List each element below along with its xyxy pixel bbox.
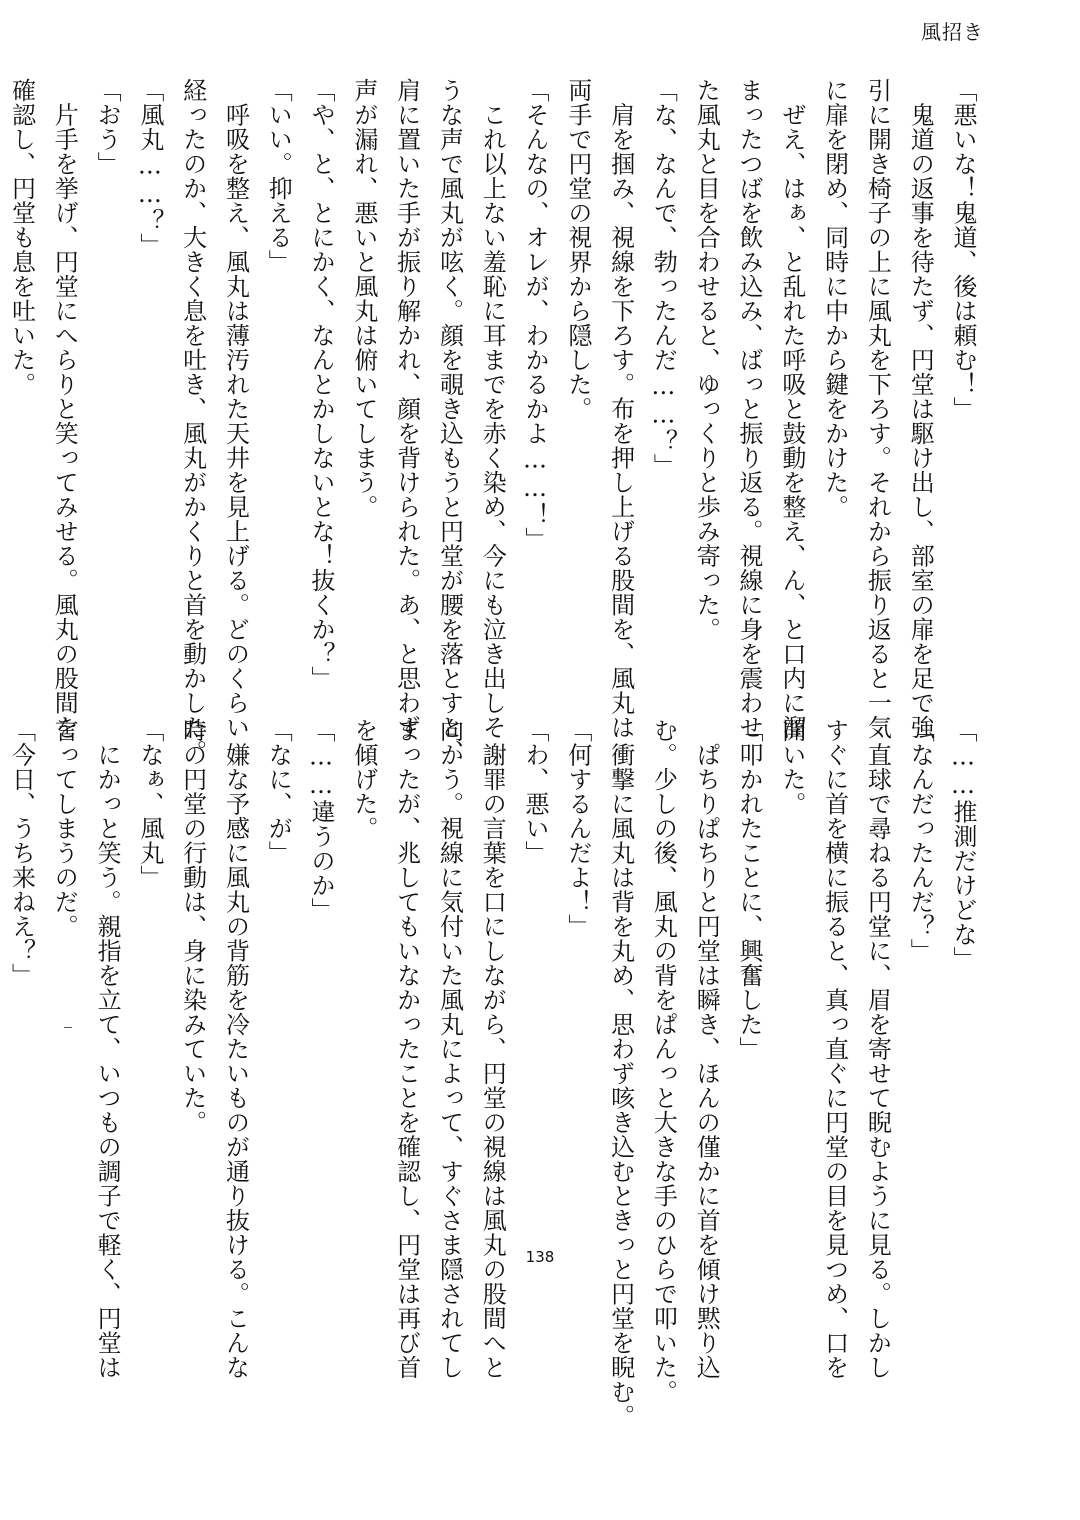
text-line: 「悪いな！鬼道、後は頼む！」 [949, 78, 977, 421]
text-line: すぐに首を横に振ると、真っ直ぐに円堂の目を見つめ、口を [820, 718, 849, 1380]
text-line: 「そんなの、オレが、わかるかよ……！」 [521, 78, 550, 552]
text-line: 「なんだったんだ？」 [906, 718, 935, 963]
scan-speck [64, 1027, 72, 1028]
text-line: 「……違うのか」 [307, 718, 336, 922]
text-line: 開いた。 [777, 718, 806, 816]
text-line: 「何するんだよ！」 [563, 718, 592, 939]
text-line: 鬼道の返事を待たず、円堂は駆け出し、部室の扉を足で強 [906, 78, 935, 740]
text-line: を傾げた。 [349, 718, 378, 841]
text-line: 「わ、悪い」 [521, 718, 550, 865]
text-line: た風丸と目を合わせると、ゆっくりと歩み寄った。 [692, 78, 721, 642]
text-line: 「……推測だけどな」 [949, 718, 977, 971]
text-line: 謝罪の言葉を口にしながら、円堂の視線は風丸の股間へと [478, 718, 507, 1380]
text-line: 向かう。視線に気付いた風丸によって、すぐさま隠されてし [435, 718, 464, 1380]
text-line: 衝撃に風丸は背を丸め、思わず咳き込むときっと円堂を睨む。 [606, 718, 635, 1429]
text-line: 肩を掴み、視線を下ろす。布を押し上げる股間を、風丸は [606, 78, 635, 740]
text-line: 「や、と、とにかく、なんとかしないとな！抜くか？」 [307, 78, 336, 691]
text-line: 肩に置いた手が振り解かれ、顔を背けられた。あ、と思わず [392, 78, 421, 740]
text-line: 両手で円堂の視界から隠した。 [563, 78, 592, 421]
text-line: 片手を挙げ、円堂にへらりと笑ってみせる。風丸の股間を [50, 78, 79, 740]
text-line: 「叩かれたことに、興奮した」 [735, 718, 764, 1061]
text-line: 嫌な予感に風丸の背筋を冷たいものが通り抜ける。こんな [221, 718, 250, 1380]
text-line: 呼吸を整え、風丸は薄汚れた天井を見上げる。どのくらい [221, 78, 250, 740]
page-number: 138 [525, 1248, 555, 1266]
text-line: 「なに、が」 [264, 718, 293, 865]
lower-text-block [7, 718, 984, 1429]
text-line: ぱちりぱちりと円堂は瞬き、ほんの僅かに首を傾け黙り込 [692, 718, 721, 1380]
text-line: む。少しの後、風丸の背をぱんっと大きな手のひらで叩いた。 [649, 718, 678, 1404]
text-line: 「いい。抑える」 [264, 78, 293, 274]
text-line: 「な、なんで、勃ったんだ……？」 [649, 78, 678, 478]
text-line: にかっと笑う。親指を立て、いつもの調子で軽く、円堂は [93, 718, 122, 1380]
text-line: まったが、兆してもいなかったことを確認し、円堂は再び首 [392, 718, 421, 1380]
text-line: 言ってしまうのだ。 [50, 718, 79, 939]
text-line: うな声で風丸が呟く。顔を覗き込もうと円堂が腰を落とすと、 [435, 78, 464, 764]
running-title: 風招き [921, 20, 984, 44]
text-line: 「おう」 [93, 78, 122, 176]
upper-text-block [7, 78, 984, 764]
text-line: ぜえ、はぁ、と乱れた呼吸と鼓動を整え、ん、と口内に溜 [777, 78, 806, 740]
text-line: 経ったのか、大きく息を吐き、風丸がかくりと首を動かした。 [178, 78, 207, 764]
text-line: 声が漏れ、悪いと風丸は俯いてしまう。 [349, 78, 378, 519]
text-line: に扉を閉め、同時に中から鍵をかけた。 [820, 78, 849, 519]
text-line: 確認し、円堂も息を吐いた。 [7, 78, 36, 397]
text-line: 直球で尋ねる円堂に、眉を寄せて睨むように見る。しかし [863, 718, 892, 1380]
text-line: まったつばを飲み込み、ばっと振り返る。視線に身を震わせ [735, 78, 764, 740]
text-line: 「今日、うち来ねえ？」 [7, 718, 36, 988]
text-line: 「風丸……？」 [135, 78, 164, 258]
text-line: 引に開き椅子の上に風丸を下ろす。それから振り返ると一気 [863, 78, 892, 740]
text-line: 時の円堂の行動は、身に染みていた。 [178, 718, 207, 1135]
text-line: これ以上ない羞恥に耳までを赤く染め、今にも泣き出しそ [478, 78, 507, 740]
text-line: 「なぁ、風丸」 [135, 718, 164, 890]
